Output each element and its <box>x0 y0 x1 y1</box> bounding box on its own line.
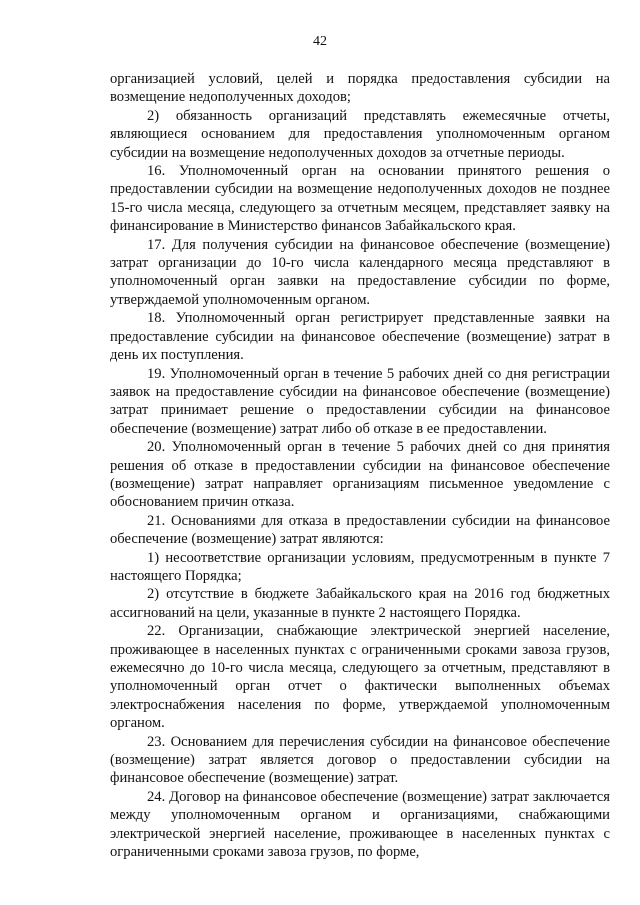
paragraph-18: 18. Уполномоченный орган регистрирует представленные заявки на предоставление субсидии на финансовое обеспечение (возмещение) затрат в день их поступления. <box>110 310 610 364</box>
paragraph-16: 16. Уполномоченный орган на основании принятого решения о предоставлении субсидии на возмещение недополученных доходов не позднее 15-го числа месяца, следующего за отчетным месяцем, представляет заявку на финансирование в Министерство финансов Забайкальского края. <box>110 163 610 235</box>
paragraph-24: 24. Договор на финансовое обеспечение (возмещение) затрат заключается между уполномоченным органом и организациями, снабжающими электрической энергией население, проживающее в населенных пунктах с ограниченными сроками завоза грузов, по форме, <box>110 788 610 861</box>
paragraph-17: 17. Для получения субсидии на финансовое обеспечение (возмещение) затрат организации до 10-го числа календарного месяца представляют в уполномоченный орган заявки на предоставление субсидии по форме, утверждаемой уполномоченным органом. <box>110 236 610 308</box>
paragraph-23: 23. Основанием для перечисления субсидии на финансовое обеспечение (возмещение) затрат является договор о предоставлении субсидии на финансовое обеспечение (возмещение) затрат. <box>110 733 610 787</box>
paragraph-continuation: организацией условий, целей и порядка предоставления субсидии на возмещение недополученных доходов; <box>110 71 610 106</box>
paragraph-item-2-obligation: 2) обязанность организаций представлять ежемесячные отчеты, являющиеся основанием для предоставления уполномоченным органом субсидии на возмещение недополученных доходов за отчетные периоды. <box>110 107 610 161</box>
paragraph-21-item-2: 2) отсутствие в бюджете Забайкальского края на 2016 год бюджетных ассигнований на цели, указанные в пункте 2 настоящего Порядка. <box>110 586 610 621</box>
paragraph-21: 21. Основаниями для отказа в предоставлении субсидии на финансовое обеспечение (возмещение) затрат являются: <box>110 512 610 548</box>
paragraph-19: 19. Уполномоченный орган в течение 5 рабочих дней со дня регистрации заявок на предоставление субсидии на финансовое обеспечение (возмещение) затрат принимает решение о предоставлении субсидии на финансовое обеспечение (возмещение) затрат либо об отказе в ее предоставлении. <box>110 365 610 437</box>
paragraph-21-item-1: 1) несоответствие организации условиям, предусмотренным в пункте 7 настоящего Порядка; <box>110 549 610 584</box>
paragraph-20: 20. Уполномоченный орган в течение 5 рабочих дней со дня принятия решения об отказе в предоставлении субсидии на финансовое обеспечение (возмещение) затрат направляет организациям письменное уведомление с обоснованием причин отказа. <box>110 439 610 511</box>
paragraph-22: 22. Организации, снабжающие электрической энергией население, проживающее в населенных пунктах с ограниченными сроками завоза грузов, ежемесячно до 10-го числа месяца, следующего за отчетным, представляют в уполномоченный орган отчет о фактически выполненных объемах электроснабжения населения по форме, утверждаемой уполномоченным органом. <box>110 623 610 732</box>
document-body <box>110 70 610 861</box>
page-number: 42 <box>313 34 327 49</box>
